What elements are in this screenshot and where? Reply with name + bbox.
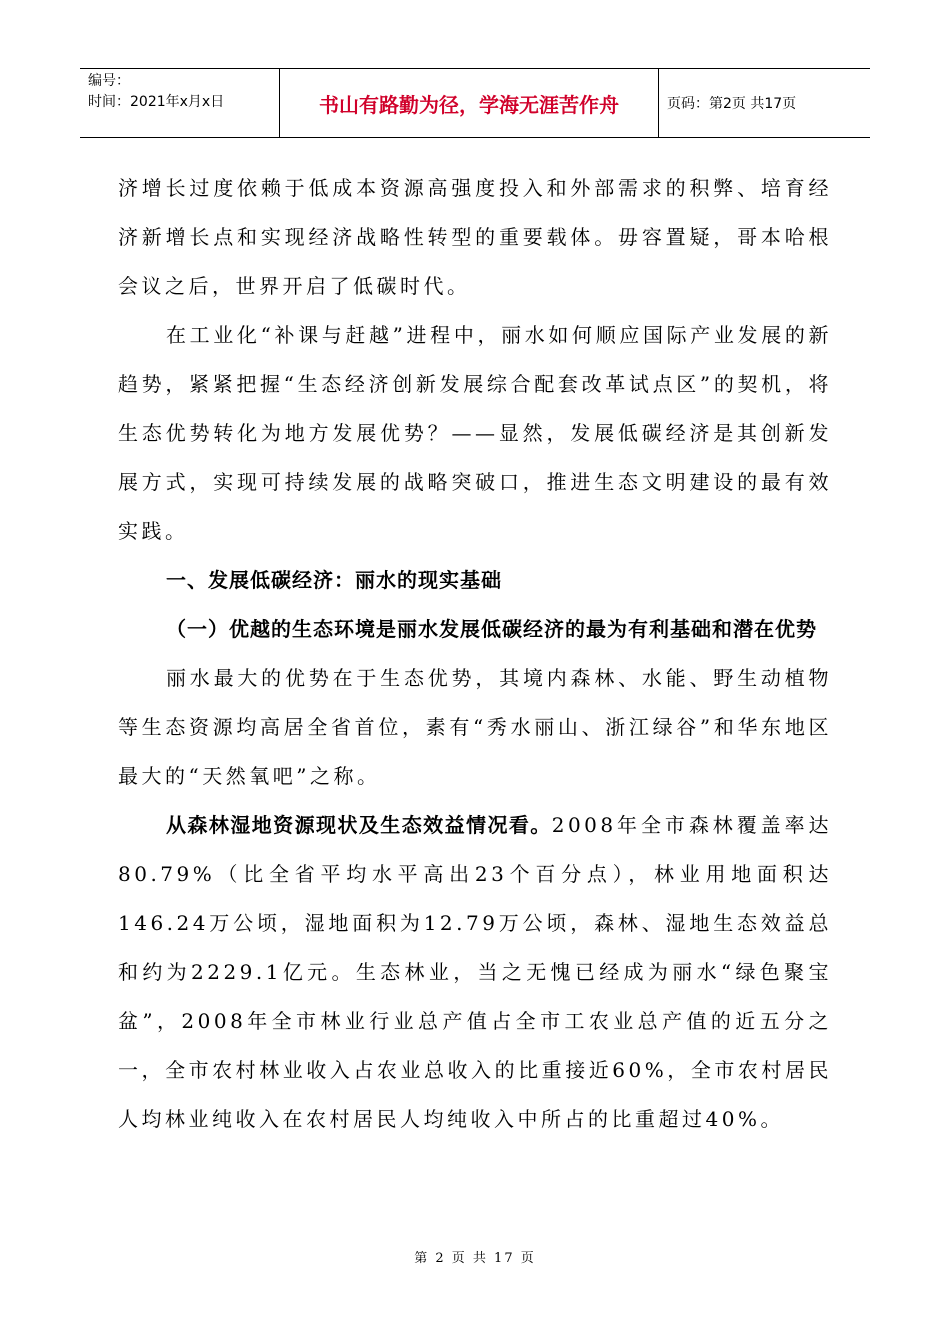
document-body bbox=[118, 164, 832, 1144]
page-footer: 第 2 页 共 17 页 bbox=[414, 1251, 536, 1266]
header-motto: 书山有路勤为径，学海无涯苦作舟 bbox=[280, 69, 659, 137]
header-meta bbox=[80, 69, 280, 137]
document-number-label: 编号： bbox=[88, 73, 130, 89]
paragraph bbox=[118, 801, 832, 1144]
paragraph: 济增长过度依赖于低成本资源高强度投入和外部需求的积弊、培育经济新增长点和实现经济战略性转型的重要载体。毋容置疑，哥本哈根会议之后，世界开启了低碳时代。 bbox=[118, 176, 832, 298]
subsection-heading: （一）优越的生态环境是丽水发展低碳经济的最为有利基础和潜在优势 bbox=[166, 617, 817, 641]
paragraph-text: 2008年全市森林覆盖率达80.79%（比全省平均水平高出23个百分点），林业用地面积达146.24万公顷，湿地面积为12.79万公顷，森林、湿地生态效益总和约为2229.1亿元。生态林业，当之无愧已经成为丽水“绿色聚宝盆”，2008年全市林业行业总产值占全市工农业总产值的近五分之一，全市农村林业收入占农业总收入的比重接近60%，全市农村居民人均林业纯收入在农村居民人均纯收入中所占的比重超过40%。 bbox=[118, 813, 832, 1131]
header-page-info: 页码：第2页 共17页 bbox=[667, 96, 797, 112]
page-header bbox=[80, 68, 870, 138]
section-heading: 一、发展低碳经济：丽水的现实基础 bbox=[166, 568, 502, 592]
paragraph: 在工业化“补课与赶越”进程中，丽水如何顺应国际产业发展的新趋势，紧紧把握“生态经济创新发展综合配套改革试点区”的契机，将生态优势转化为地方发展优势？——显然，发展低碳经济是其创新发展方式，实现可持续发展的战略突破口，推进生态文明建设的最有效实践。 bbox=[118, 323, 832, 543]
paragraph: 丽水最大的优势在于生态优势，其境内森林、水能、野生动植物等生态资源均高居全省首位，素有“秀水丽山、浙江绿谷”和华东地区最大的“天然氧吧”之称。 bbox=[118, 666, 832, 788]
document-time-label: 时间：2021年x月x日 bbox=[88, 94, 225, 110]
paragraph-lead-text: 从森林湿地资源现状及生态效益情况看。 bbox=[166, 813, 552, 837]
